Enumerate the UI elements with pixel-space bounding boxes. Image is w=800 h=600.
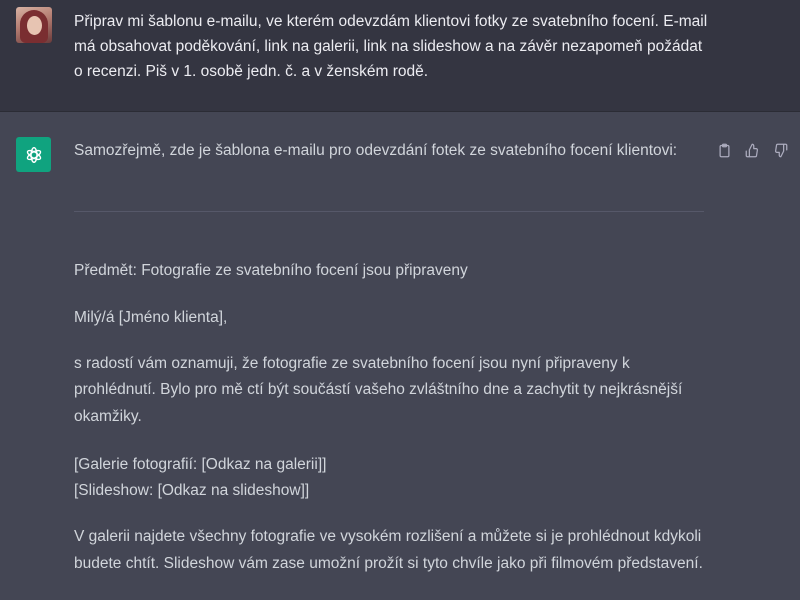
copy-button[interactable] — [714, 140, 734, 160]
user-message-text: Připrav mi šablonu e-mailu, ve kterém odevzdám klientovi fotky ze svatebního focení. E-mail má obsahovat poděkování, link na galerii, link na slideshow a na závěr nezapomeň požádat o recenzi. Piš v 1. osobě jedn. č. a v ženském rodě. — [74, 13, 708, 80]
email-paragraph-2-line-2: budete chtít. Slideshow vám zase umožní prožít si tyto chvíle jako při filmovém představení. — [74, 555, 703, 572]
thumbs-up-icon — [745, 143, 760, 158]
slideshow-link-placeholder: [Slideshow: [Odkaz na slideshow]] — [74, 482, 310, 499]
assistant-message-row — [0, 113, 800, 600]
thumbs-up-button[interactable] — [742, 140, 762, 160]
user-message-row — [0, 0, 800, 112]
thumbs-down-button[interactable] — [770, 140, 790, 160]
gallery-link-placeholder: [Galerie fotografií: [Odkaz na galerii]] — [74, 456, 327, 473]
email-subject: Předmět: Fotografie ze svatebního focení jsou připraveny — [74, 262, 468, 279]
email-paragraph-1-line-2: prohlédnutí. Bylo pro mě ctí být součástí vašeho zvláštního dne a zachytit ty nejkrásnější — [74, 381, 683, 398]
openai-logo-icon — [23, 144, 45, 166]
message-actions — [714, 140, 790, 160]
email-greeting: Milý/á [Jméno klienta], — [74, 309, 228, 326]
assistant-intro: Samozřejmě, zde je šablona e-mailu pro odevzdání fotek ze svatebního focení klientovi: — [74, 142, 678, 159]
email-paragraph-1-line-3: okamžiky. — [74, 408, 142, 425]
assistant-avatar — [16, 137, 51, 172]
clipboard-icon — [717, 143, 732, 158]
email-paragraph-2-line-1: V galerii najdete všechny fotografie ve vysokém rozlišení a můžete si je prohlédnout kdykoli — [74, 528, 702, 545]
email-paragraph-1-line-1: s radostí vám oznamuji, že fotografie ze svatebního focení jsou nyní připraveny k — [74, 355, 630, 372]
horizontal-divider — [74, 211, 704, 212]
thumbs-down-icon — [773, 143, 788, 158]
user-avatar — [16, 7, 52, 43]
